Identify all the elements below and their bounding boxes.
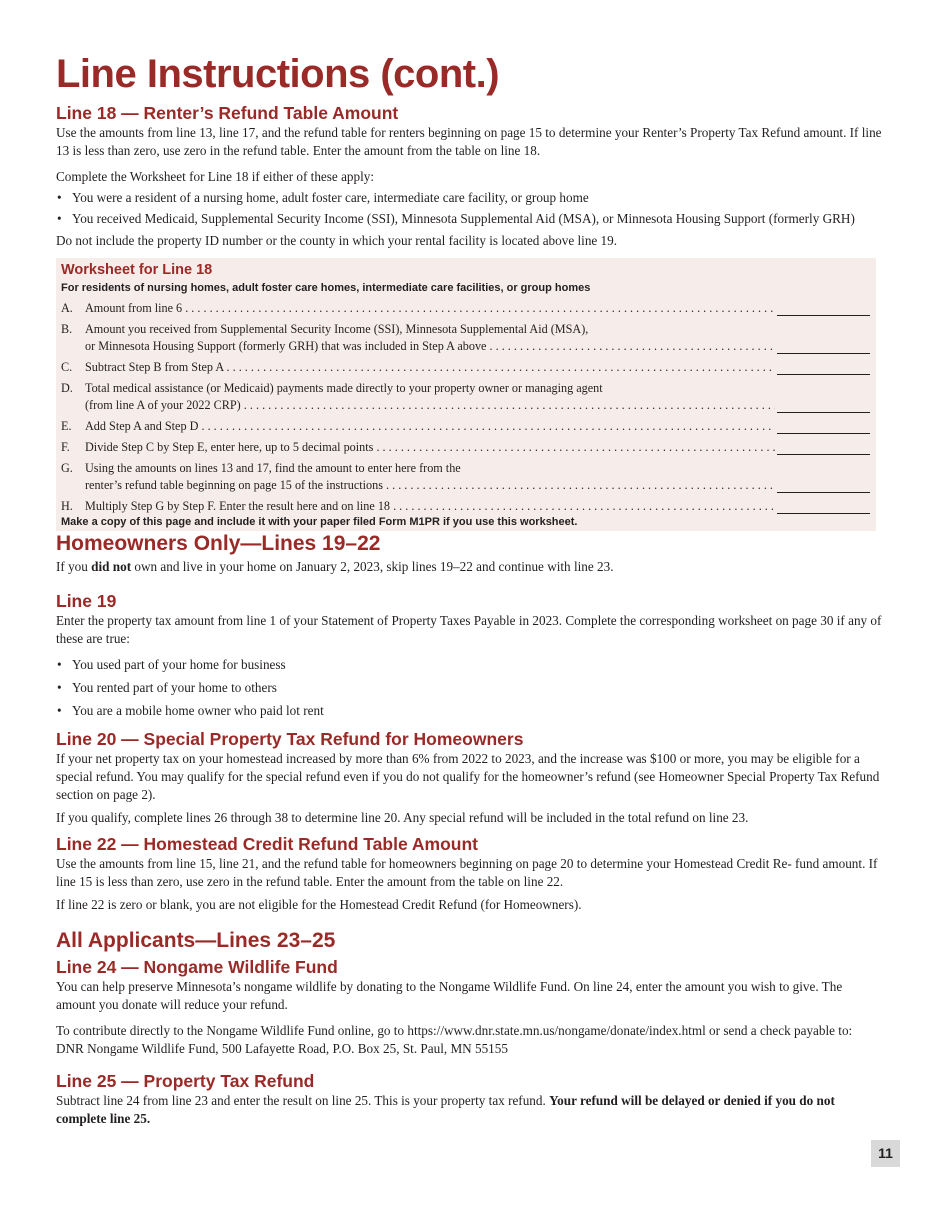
step-text: Total medical assistance (or Medicaid) payments made directly to your property owner or managing agent: [85, 381, 603, 395]
page-title: Line Instructions (cont.): [56, 52, 500, 96]
line25-paragraph: Subtract line 24 from line 23 and enter the result on line 25. This is your property tax refund. Your refund will be delayed or denied if you do not complete line 25.: [56, 1093, 835, 1126]
line20-paragraph-2: If you qualify, complete lines 26 through 38 to determine line 20. Any special refund will be included in the total refund on line 23.: [56, 810, 749, 825]
line18-bullet-list: [56, 189, 882, 228]
worksheet-title: Worksheet for Line 18: [61, 262, 213, 278]
step-text: (from line A of your 2022 CRP) . . .: [85, 397, 775, 414]
worksheet-step-b: [61, 321, 876, 355]
line20-paragraph-1: If your net property tax on your homestead increased by more than 6% from 2022 to 2023, and the increase was $100 or more, you may be eligible for a special refund. You may qualify for the special refund even if you do not qualify for the homeowner’s refund (see Homeowner Special Property Tax Refund section on page 2).: [56, 751, 880, 802]
line18-paragraph-3: Do not include the property ID number or the county in which your rental facility is located above line 19.: [56, 233, 618, 248]
step-letter: H.: [61, 499, 73, 513]
line18-heading: Line 18 — Renter’s Refund Table Amount: [56, 103, 399, 123]
step-letter: F.: [61, 440, 70, 454]
answer-blank-e[interactable]: [777, 419, 870, 434]
list-item: • You received Medicaid, Supplemental Security Income (SSI), Minnesota Supplemental Aid (MSA), or Minnesota Housing Support (formerly GRH): [56, 210, 882, 228]
list-item: • You were a resident of a nursing home, adult foster care, intermediate care facility, or group home: [56, 189, 882, 207]
answer-blank-a[interactable]: [777, 301, 870, 316]
step-text: Amount from line 6 . . .: [85, 300, 775, 317]
step-text: Divide Step C by Step E, enter here, up to 5 decimal points . . .: [85, 439, 775, 456]
step-text: Multiply Step G by Step F. Enter the result here and on line 18 . . .: [85, 498, 775, 515]
line19-paragraph: Enter the property tax amount from line 1 of your Statement of Property Taxes Payable in 2023. Complete the corresponding worksheet on page 30 if any of these are true:: [56, 613, 882, 646]
line19-heading: Line 19: [56, 591, 117, 611]
worksheet-subtitle: For residents of nursing homes, adult foster care homes, intermediate care facilities, or group homes: [61, 282, 591, 294]
step-text: Add Step A and Step D . . .: [85, 418, 775, 435]
line20-heading: Line 20 — Special Property Tax Refund for Homeowners: [56, 729, 524, 749]
answer-blank-f[interactable]: [777, 440, 870, 455]
line24-paragraph-2: To contribute directly to the Nongame Wildlife Fund online, go to https://www.dnr.state.mn.us/nongame/donate/index.html or send a check payable to: DNR Nongame Wildlife Fund, 500 Lafayette Road, P.O. Box 25, St. Paul, MN 55155: [56, 1023, 853, 1056]
worksheet-footer-note: Make a copy of this page and include it with your paper filed Form M1PR if you use this worksheet.: [61, 516, 578, 528]
worksheet-step-a: [61, 300, 876, 317]
all-applicants-section-heading: All Applicants—Lines 23–25: [56, 929, 336, 952]
worksheet-step-e: [61, 418, 876, 435]
worksheet-step-d: [61, 380, 876, 414]
list-item: • You rented part of your home to others: [56, 679, 882, 697]
homeowners-section-heading: Homeowners Only—Lines 19–22: [56, 532, 381, 555]
page-content: [56, 48, 882, 1128]
line22-paragraph-2: If line 22 is zero or blank, you are not eligible for the Homestead Credit Refund (for Homeowners).: [56, 897, 582, 912]
step-letter: G.: [61, 461, 73, 475]
step-text: Subtract Step B from Step A . . .: [85, 359, 775, 376]
worksheet-step-h: [61, 498, 876, 515]
step-letter: E.: [61, 419, 72, 433]
step-text: Using the amounts on lines 13 and 17, find the amount to enter here from the: [85, 461, 461, 475]
step-letter: C.: [61, 360, 73, 374]
step-text: renter’s refund table beginning on page 15 of the instructions . . .: [85, 477, 775, 494]
answer-blank-h[interactable]: [777, 499, 870, 514]
step-text: or Minnesota Housing Support (formerly GRH) that was included in Step A above . . .: [85, 338, 775, 355]
line22-paragraph-1: Use the amounts from line 15, line 21, and the refund table for homeowners beginning on page 20 to determine your Homestead Credit Re- fund amount. If line 15 is less than zero, use zero in the refund table. Enter the amount from the table on line 22.: [56, 856, 878, 889]
step-letter: B.: [61, 322, 73, 336]
step-letter: A.: [61, 301, 73, 315]
line24-heading: Line 24 — Nongame Wildlife Fund: [56, 957, 338, 977]
list-item: • You used part of your home for business: [56, 656, 882, 674]
page-number: 11: [871, 1140, 900, 1167]
step-letter: D.: [61, 381, 73, 395]
answer-blank-d[interactable]: [777, 398, 870, 413]
homeowners-intro: If you did not own and live in your home on January 2, 2023, skip lines 19–22 and continue with line 23.: [56, 559, 614, 574]
worksheet-line18: [56, 258, 876, 531]
answer-blank-c[interactable]: [777, 360, 870, 375]
line19-bullet-list: [56, 656, 882, 720]
line18-paragraph-1: Use the amounts from line 13, line 17, and the refund table for renters beginning on page 15 to determine your Renter’s Property Tax Refund amount. If line 13 is less than zero, use zero in the refund table. Enter the amount from the table on line 18.: [56, 125, 882, 158]
line18-paragraph-2: Complete the Worksheet for Line 18 if either of these apply:: [56, 169, 375, 184]
line24-paragraph-1: You can help preserve Minnesota’s nongame wildlife by donating to the Nongame Wildlife Fund. On line 24, enter the amount you wish to give. The amount you donate will reduce your refund.: [56, 979, 843, 1012]
answer-blank-b[interactable]: [777, 339, 870, 354]
line22-heading: Line 22 — Homestead Credit Refund Table Amount: [56, 834, 478, 854]
worksheet-step-f: [61, 439, 876, 456]
worksheet-step-g: [61, 460, 876, 494]
answer-blank-g[interactable]: [777, 478, 870, 493]
worksheet-step-c: [61, 359, 876, 376]
line25-heading: Line 25 — Property Tax Refund: [56, 1071, 315, 1091]
step-text: Amount you received from Supplemental Security Income (SSI), Minnesota Supplemental Aid (MSA),: [85, 322, 589, 336]
list-item: • You are a mobile home owner who paid lot rent: [56, 702, 882, 720]
